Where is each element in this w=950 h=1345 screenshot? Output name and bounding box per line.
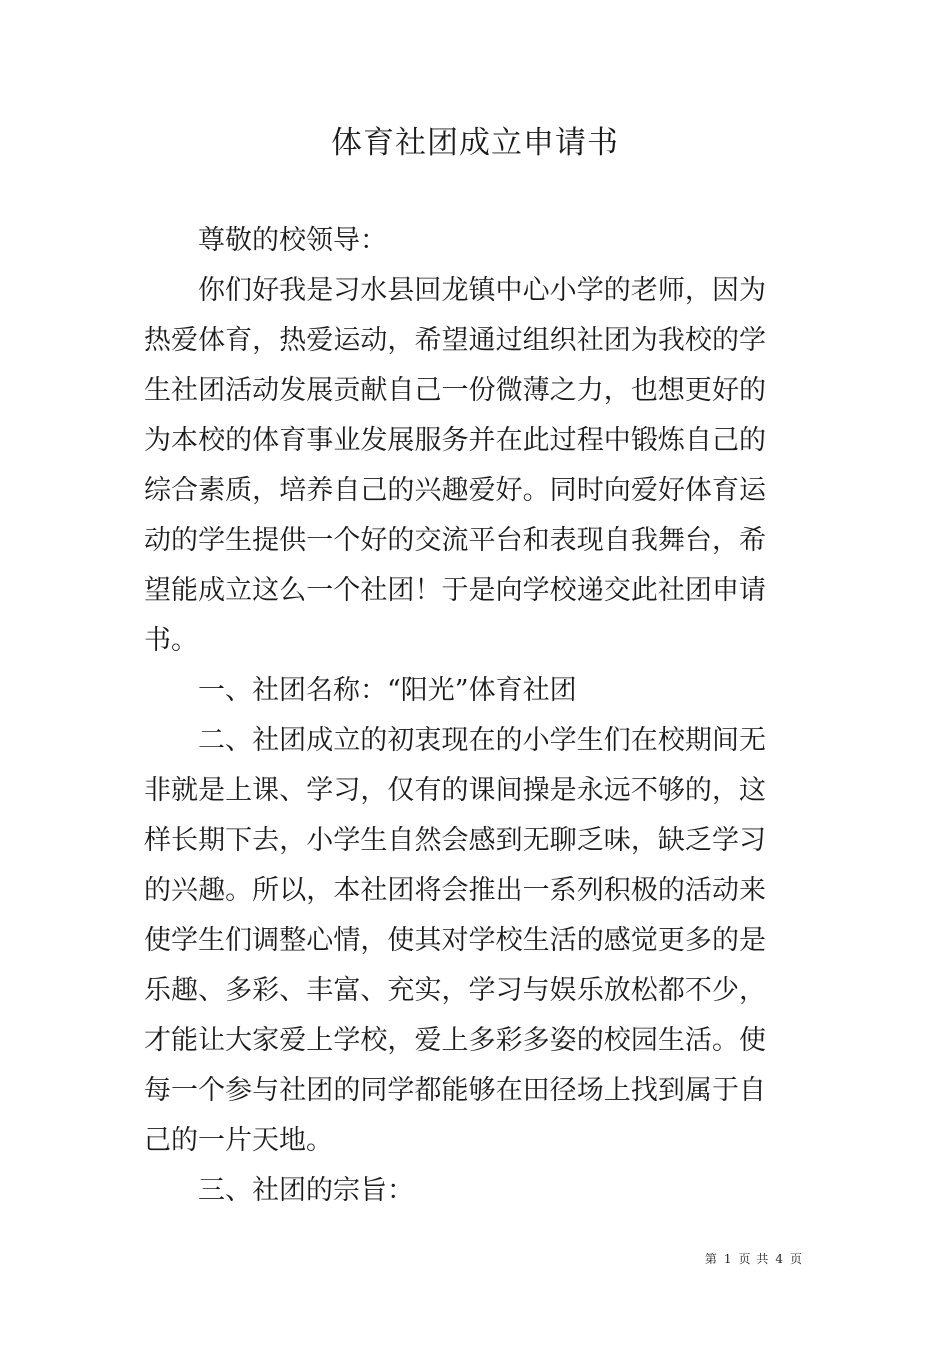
footer-suffix: 页: [789, 1252, 803, 1266]
page-footer: [702, 1250, 806, 1268]
section-club-name: 一、社团名称：“阳光”体育社团: [198, 675, 577, 706]
document-title: 体育社团成立申请书: [331, 125, 619, 161]
footer-prefix: 第: [704, 1252, 718, 1266]
footer-middle: 页 共: [738, 1252, 770, 1266]
salutation-paragraph: 尊敬的校领导：: [198, 225, 387, 256]
footer-total-pages: 4: [775, 1252, 784, 1266]
footer-page-number: 1: [723, 1252, 733, 1266]
section-club-aim: 三、社团的宗旨：: [198, 1175, 414, 1206]
intro-paragraph: 你们好我是习水县回龙镇中心小学的老师，因为热爱体育，热爱运动，希望通过组织社团为我校的学生社团活动发展贡献自己一份微薄之力，也想更好的为本校的体育事业发展服务并在此过程中锻炼自己的综合素质，培养自己的兴趣爱好。同时向爱好体育运动的学生提供一个好的交流平台和表现自我舞台，希望能成立这么一个社团！于是向学校递交此社团申请书。: [144, 275, 766, 656]
document-body: [144, 216, 766, 1216]
section-club-purpose-origin: 二、社团成立的初衷现在的小学生们在校期间无非就是上课、学习，仅有的课间操是永远不够的，这样长期下去，小学生自然会感到无聊乏味，缺乏学习的兴趣。所以，本社团将会推出一系列积极的活动来使学生们调整心情，使其对学校生活的感觉更多的是乐趣、多彩、丰富、充实，学习与娱乐放松都不少，才能让大家爱上学校，爱上多彩多姿的校园生活。使每一个参与社团的同学都能够在田径场上找到属于自己的一片天地。: [144, 725, 766, 1156]
